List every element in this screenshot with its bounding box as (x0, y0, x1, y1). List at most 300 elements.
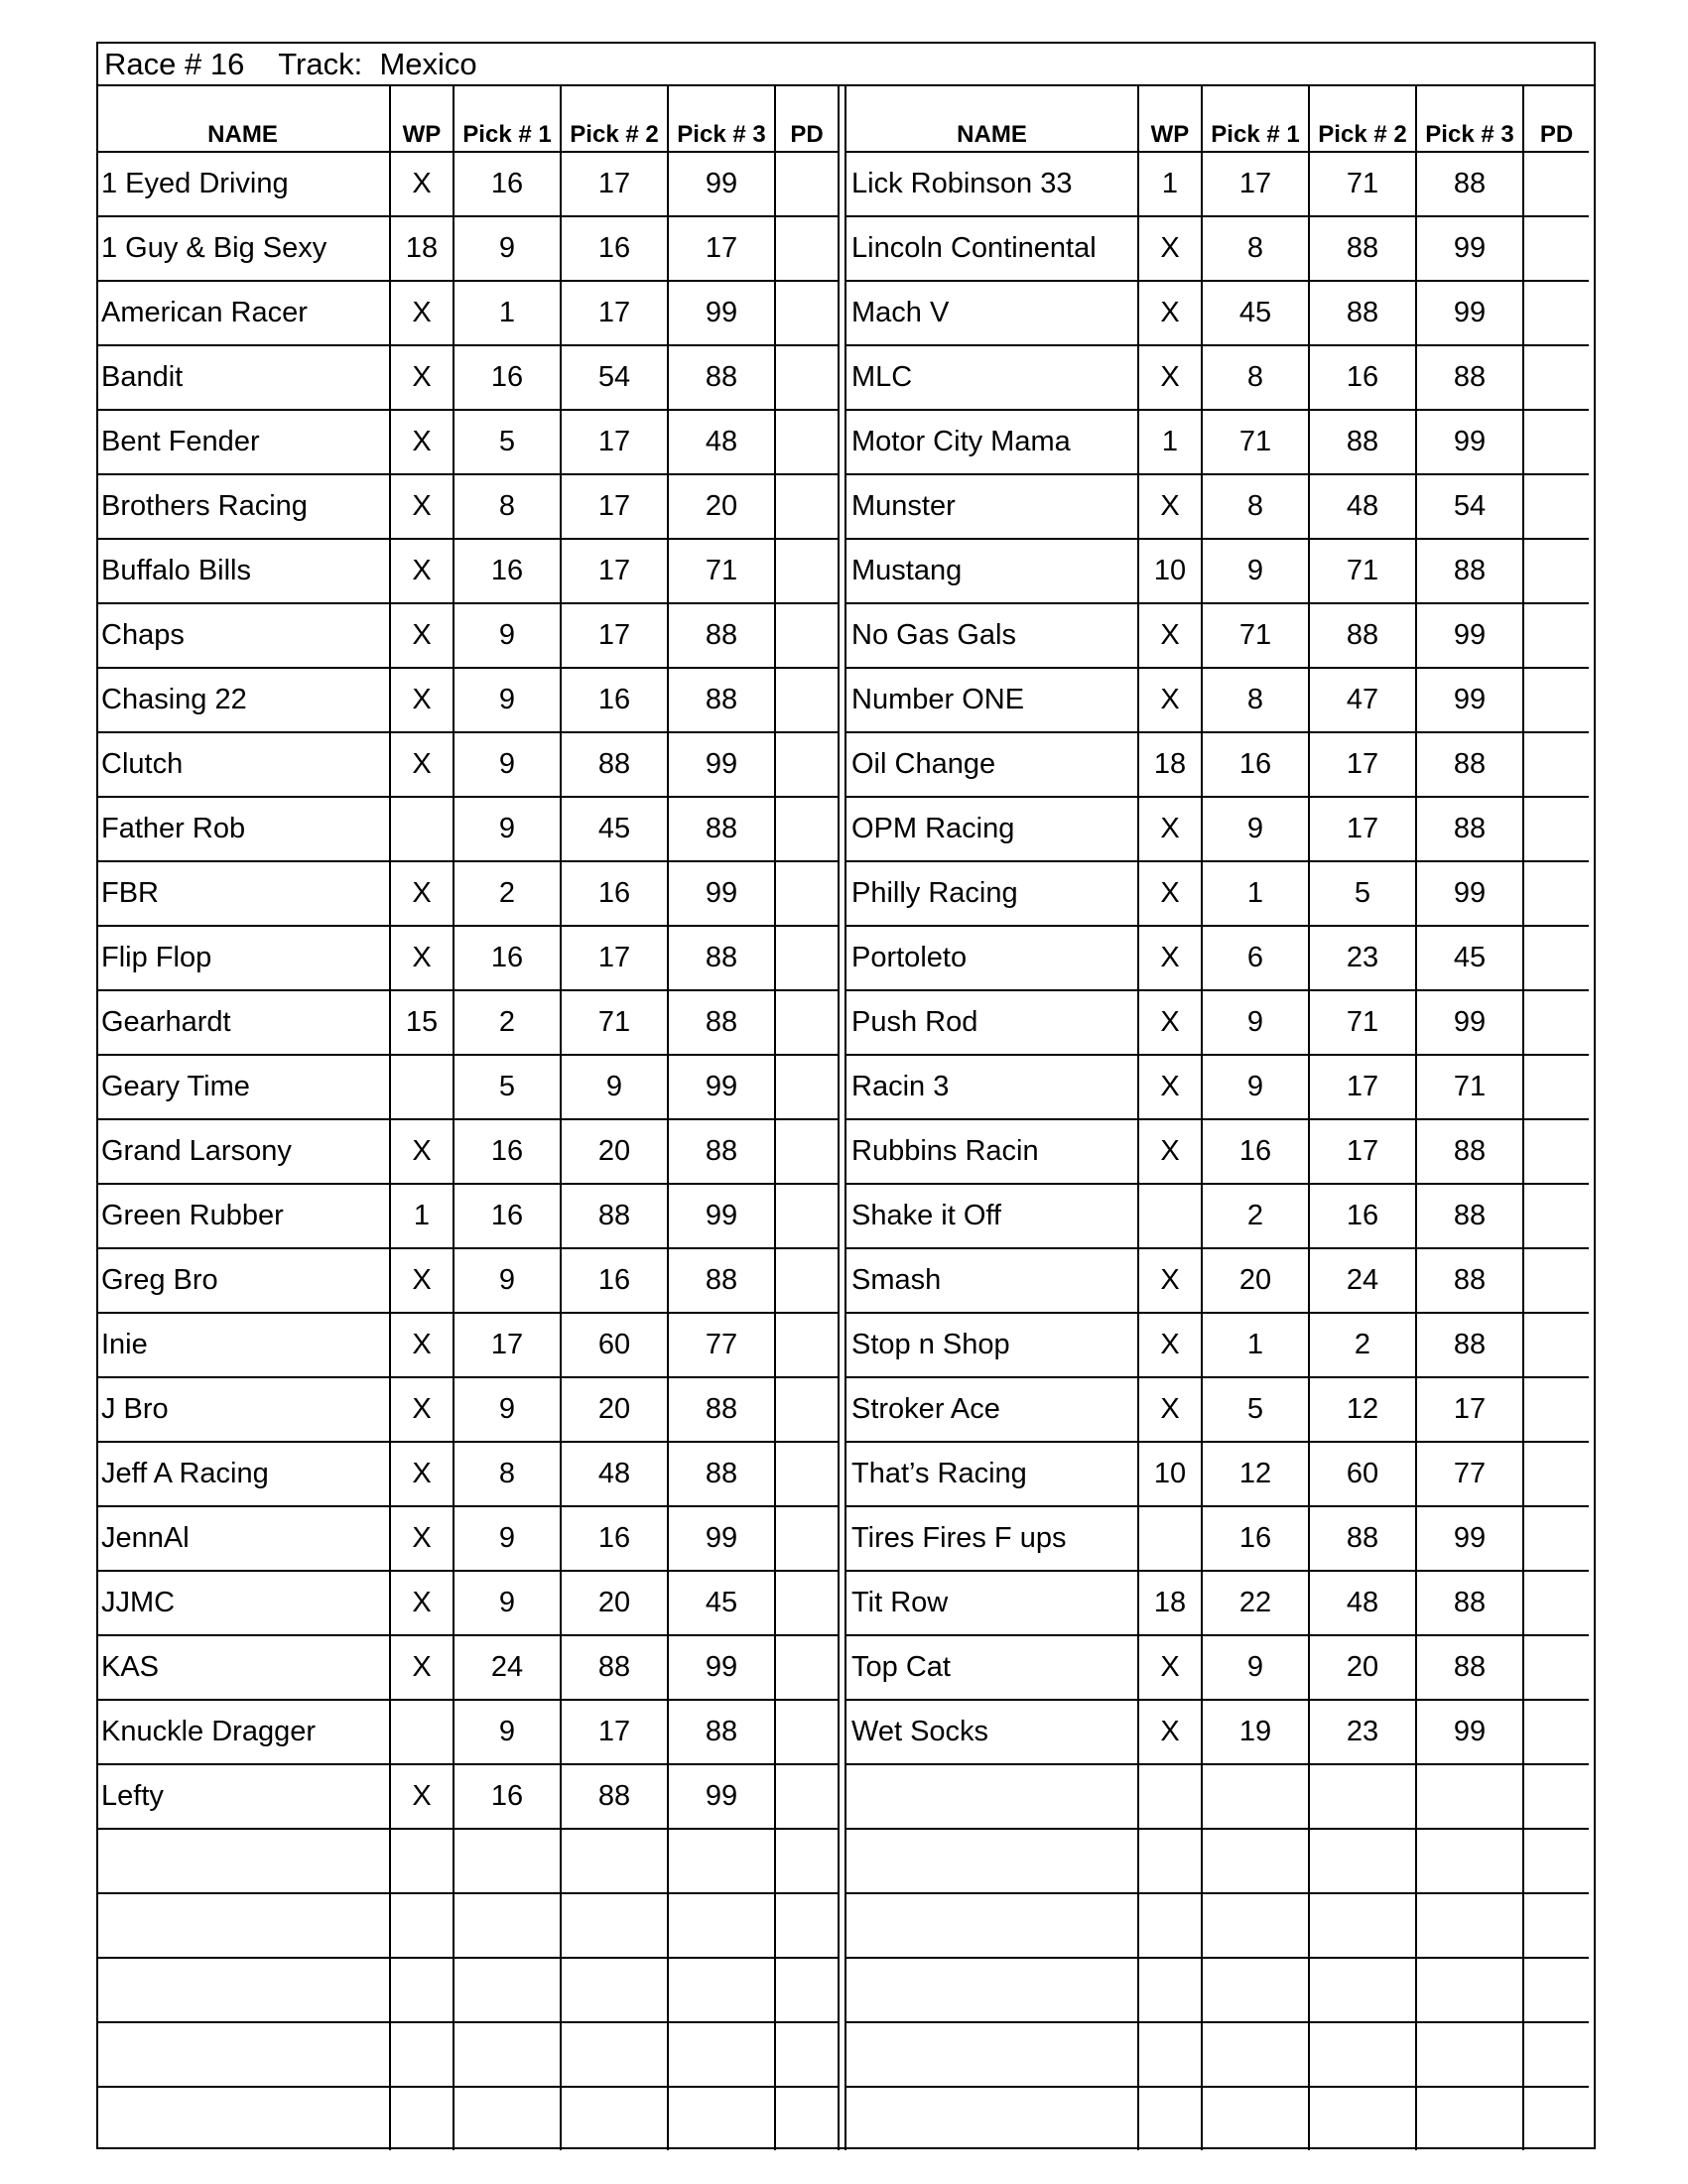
pick1-cell: 8 (1202, 668, 1309, 732)
pick2-cell: 71 (1309, 152, 1416, 216)
pick1-cell: 71 (1202, 410, 1309, 474)
table-row (845, 668, 1589, 732)
name-cell: Mach V (845, 281, 1138, 345)
race-title-row (98, 44, 1594, 86)
pick3-cell: 88 (1416, 1313, 1523, 1377)
pick3-cell: 88 (1416, 732, 1523, 797)
pd-cell (1523, 926, 1589, 990)
table-row (845, 1571, 1589, 1635)
pick1-cell: 9 (454, 1700, 561, 1764)
table-row (845, 603, 1589, 668)
pick2-cell: 17 (561, 410, 668, 474)
wp-cell (1138, 2087, 1202, 2150)
pick2-cell (561, 1829, 668, 1893)
pd-cell (775, 1248, 839, 1313)
name-cell: Oil Change (845, 732, 1138, 797)
pick3-header: Pick # 3 (668, 86, 775, 152)
name-cell: Smash (845, 1248, 1138, 1313)
wp-cell (1138, 1184, 1202, 1248)
pick1-cell: 2 (454, 861, 561, 926)
pd-cell (1523, 2087, 1589, 2150)
wp-cell: X (390, 1377, 454, 1442)
pd-cell (775, 1506, 839, 1571)
pick3-cell: 71 (668, 539, 775, 603)
pd-cell (775, 1764, 839, 1829)
name-cell: Knuckle Dragger (96, 1700, 390, 1764)
table-row (96, 797, 839, 861)
wp-cell: 10 (1138, 1442, 1202, 1506)
pick2-cell: 48 (561, 1442, 668, 1506)
pick3-cell: 88 (1416, 1635, 1523, 1700)
pick2-cell (561, 2087, 668, 2150)
pick3-cell (668, 1829, 775, 1893)
pick3-cell: 71 (1416, 1055, 1523, 1119)
pick2-cell: 88 (1309, 603, 1416, 668)
pd-cell (1523, 1571, 1589, 1635)
name-cell: Brothers Racing (96, 474, 390, 539)
pick2-cell: 16 (561, 216, 668, 281)
pick3-cell: 20 (668, 474, 775, 539)
table-row (96, 1958, 839, 2022)
pick2-cell: 17 (1309, 732, 1416, 797)
name-cell: KAS (96, 1635, 390, 1700)
wp-cell: X (390, 1313, 454, 1377)
pd-cell (775, 1442, 839, 1506)
pick1-cell: 12 (1202, 1442, 1309, 1506)
name-cell: Grand Larsony (96, 1119, 390, 1184)
pick3-cell (1416, 2087, 1523, 2150)
wp-cell: 15 (390, 990, 454, 1055)
wp-cell: X (1138, 1377, 1202, 1442)
table-row (845, 410, 1589, 474)
name-cell: Father Rob (96, 797, 390, 861)
pick3-cell: 45 (668, 1571, 775, 1635)
pd-cell (1523, 1442, 1589, 1506)
pick3-cell: 88 (1416, 1119, 1523, 1184)
table-row (845, 1119, 1589, 1184)
pick1-cell: 71 (1202, 603, 1309, 668)
race-number: 16 (209, 47, 245, 81)
picks-grid (98, 86, 1594, 2147)
pick3-cell: 99 (1416, 603, 1523, 668)
pick1-cell: 16 (454, 1764, 561, 1829)
table-row (845, 1829, 1589, 1893)
pick3-cell (1416, 1893, 1523, 1958)
wp-cell (390, 1055, 454, 1119)
table-row (845, 1313, 1589, 1377)
name-cell: Greg Bro (96, 1248, 390, 1313)
pd-cell (775, 668, 839, 732)
pick3-cell: 99 (1416, 1700, 1523, 1764)
pick3-cell: 88 (1416, 1184, 1523, 1248)
pd-cell (775, 861, 839, 926)
pick2-cell: 17 (1309, 1119, 1416, 1184)
pick3-cell: 88 (1416, 1248, 1523, 1313)
pick2-cell (561, 2022, 668, 2087)
wp-cell: X (390, 281, 454, 345)
table-row (845, 1055, 1589, 1119)
wp-cell: X (1138, 1119, 1202, 1184)
picks-table-right (844, 86, 1589, 2150)
pd-cell (775, 345, 839, 410)
wp-cell: 18 (390, 216, 454, 281)
pick2-cell: 23 (1309, 1700, 1416, 1764)
table-row (96, 1571, 839, 1635)
table-row (845, 1764, 1589, 1829)
pick3-cell: 88 (668, 1442, 775, 1506)
table-row (96, 1764, 839, 1829)
pick2-cell: 16 (561, 668, 668, 732)
pd-cell (1523, 1764, 1589, 1829)
table-row (96, 861, 839, 926)
pick2-cell: 2 (1309, 1313, 1416, 1377)
table-row (96, 926, 839, 990)
pick3-cell: 54 (1416, 474, 1523, 539)
pd-cell (775, 732, 839, 797)
pd-cell (1523, 603, 1589, 668)
table-row (845, 2087, 1589, 2150)
pick1-cell: 9 (454, 1377, 561, 1442)
pick1-cell: 1 (454, 281, 561, 345)
pick3-cell (668, 1893, 775, 1958)
name-cell: Chasing 22 (96, 668, 390, 732)
table-row (96, 2022, 839, 2087)
wp-cell (390, 1958, 454, 2022)
name-cell: Philly Racing (845, 861, 1138, 926)
wp-cell: 18 (1138, 1571, 1202, 1635)
race-label: Race # (104, 47, 202, 81)
pick2-cell (1309, 2022, 1416, 2087)
wp-cell: X (1138, 797, 1202, 861)
name-cell (845, 1829, 1138, 1893)
pick2-cell: 45 (561, 797, 668, 861)
pick1-cell: 9 (454, 216, 561, 281)
name-cell: Bent Fender (96, 410, 390, 474)
name-cell: Clutch (96, 732, 390, 797)
pick3-cell: 99 (668, 152, 775, 216)
pick2-cell: 20 (561, 1377, 668, 1442)
table-row (845, 2022, 1589, 2087)
wp-cell: X (1138, 1248, 1202, 1313)
pd-cell (1523, 1635, 1589, 1700)
table-row (96, 1700, 839, 1764)
pd-cell (1523, 1958, 1589, 2022)
name-cell: Tires Fires F ups (845, 1506, 1138, 1571)
wp-cell: 1 (390, 1184, 454, 1248)
pick2-cell: 60 (561, 1313, 668, 1377)
pick3-cell: 99 (1416, 668, 1523, 732)
pick1-cell (1202, 2087, 1309, 2150)
pick1-cell: 9 (454, 732, 561, 797)
wp-cell: X (1138, 603, 1202, 668)
name-cell: Lefty (96, 1764, 390, 1829)
pick2-cell: 24 (1309, 1248, 1416, 1313)
name-cell (96, 2087, 390, 2150)
table-row (96, 1119, 839, 1184)
pick2-cell: 5 (1309, 861, 1416, 926)
pick2-cell: 48 (1309, 1571, 1416, 1635)
table-row (96, 603, 839, 668)
table-row (845, 281, 1589, 345)
pd-cell (775, 2087, 839, 2150)
wp-cell: X (390, 1635, 454, 1700)
pick2-cell: 17 (561, 539, 668, 603)
pick1-cell: 16 (454, 152, 561, 216)
pick2-cell: 16 (1309, 1184, 1416, 1248)
pd-cell (1523, 410, 1589, 474)
pick1-cell: 9 (454, 1571, 561, 1635)
pick2-cell: 16 (561, 861, 668, 926)
name-cell (96, 1893, 390, 1958)
pick3-cell: 77 (1416, 1442, 1523, 1506)
table-row (845, 1442, 1589, 1506)
pd-cell (775, 281, 839, 345)
pick3-cell: 88 (668, 668, 775, 732)
table-row (96, 1055, 839, 1119)
pick3-cell: 88 (668, 926, 775, 990)
name-cell: OPM Racing (845, 797, 1138, 861)
pick1-cell: 9 (454, 1506, 561, 1571)
name-cell: FBR (96, 861, 390, 926)
name-cell: No Gas Gals (845, 603, 1138, 668)
pick1-header: Pick # 1 (1202, 86, 1309, 152)
pick2-cell: 71 (1309, 990, 1416, 1055)
wp-cell: X (390, 1119, 454, 1184)
pick3-cell: 17 (668, 216, 775, 281)
name-cell: Racin 3 (845, 1055, 1138, 1119)
pick3-cell: 88 (668, 1248, 775, 1313)
pick2-cell: 88 (561, 1184, 668, 1248)
table-row (96, 732, 839, 797)
name-cell: Rubbins Racin (845, 1119, 1138, 1184)
table-row (845, 1958, 1589, 2022)
name-header: NAME (845, 86, 1138, 152)
wp-cell (390, 2022, 454, 2087)
table-row (845, 1248, 1589, 1313)
pick3-cell: 48 (668, 410, 775, 474)
name-cell: That’s Racing (845, 1442, 1138, 1506)
pd-cell (1523, 1119, 1589, 1184)
name-cell (96, 1829, 390, 1893)
name-cell: Gearhardt (96, 990, 390, 1055)
pick2-cell: 20 (561, 1571, 668, 1635)
pick2-header: Pick # 2 (1309, 86, 1416, 152)
wp-cell: 10 (1138, 539, 1202, 603)
wp-cell: X (390, 1248, 454, 1313)
name-cell: Geary Time (96, 1055, 390, 1119)
pick3-cell: 88 (668, 990, 775, 1055)
pick1-cell: 1 (1202, 861, 1309, 926)
wp-cell: X (1138, 861, 1202, 926)
pd-cell (1523, 668, 1589, 732)
pd-cell (775, 1055, 839, 1119)
wp-cell: X (390, 1442, 454, 1506)
pick3-cell (1416, 1829, 1523, 1893)
track-label: Track: (278, 47, 363, 81)
pick2-cell (561, 1893, 668, 1958)
pd-cell (775, 1635, 839, 1700)
pd-cell (775, 1571, 839, 1635)
pick1-cell: 2 (454, 990, 561, 1055)
pd-cell (1523, 1313, 1589, 1377)
pick1-cell (1202, 2022, 1309, 2087)
pd-cell (775, 603, 839, 668)
pick1-cell: 45 (1202, 281, 1309, 345)
wp-cell: X (1138, 474, 1202, 539)
pd-cell (1523, 1700, 1589, 1764)
pd-cell (775, 1893, 839, 1958)
pd-cell (1523, 1506, 1589, 1571)
pd-cell (1523, 1377, 1589, 1442)
pick3-cell: 99 (1416, 281, 1523, 345)
wp-cell: X (390, 474, 454, 539)
pd-cell (775, 539, 839, 603)
pd-cell (1523, 1893, 1589, 1958)
wp-cell: X (1138, 345, 1202, 410)
name-cell: Buffalo Bills (96, 539, 390, 603)
table-row (96, 1506, 839, 1571)
table-row (845, 474, 1589, 539)
pick3-cell: 99 (668, 1635, 775, 1700)
pick2-cell: 17 (561, 281, 668, 345)
pick1-cell (1202, 1829, 1309, 1893)
pick3-cell: 88 (668, 797, 775, 861)
name-cell: MLC (845, 345, 1138, 410)
wp-cell: 1 (1138, 410, 1202, 474)
table-row (845, 1506, 1589, 1571)
name-header: NAME (96, 86, 390, 152)
pd-cell (1523, 1055, 1589, 1119)
pd-cell (1523, 990, 1589, 1055)
pick3-cell: 88 (668, 345, 775, 410)
pd-cell (1523, 345, 1589, 410)
pick3-cell: 99 (668, 1055, 775, 1119)
name-cell: Green Rubber (96, 1184, 390, 1248)
pick1-cell: 2 (1202, 1184, 1309, 1248)
pick3-cell (1416, 1958, 1523, 2022)
pick3-cell: 45 (1416, 926, 1523, 990)
name-cell: Flip Flop (96, 926, 390, 990)
pd-cell (1523, 216, 1589, 281)
name-cell: Motor City Mama (845, 410, 1138, 474)
pick1-cell: 9 (1202, 797, 1309, 861)
pick1-cell (1202, 1958, 1309, 2022)
pick1-cell (454, 1958, 561, 2022)
pick3-header: Pick # 3 (1416, 86, 1523, 152)
pick3-cell (668, 1958, 775, 2022)
pd-cell (1523, 1829, 1589, 1893)
pick2-cell: 12 (1309, 1377, 1416, 1442)
pick1-cell: 9 (454, 1248, 561, 1313)
wp-cell: X (390, 603, 454, 668)
pick3-cell: 88 (1416, 152, 1523, 216)
pick1-header: Pick # 1 (454, 86, 561, 152)
pick1-cell: 17 (1202, 152, 1309, 216)
pick2-cell (1309, 1829, 1416, 1893)
wp-cell (1138, 1829, 1202, 1893)
wp-cell: X (390, 410, 454, 474)
pick2-cell: 47 (1309, 668, 1416, 732)
wp-cell: X (390, 539, 454, 603)
name-cell: Shake it Off (845, 1184, 1138, 1248)
wp-cell: X (390, 1506, 454, 1571)
wp-cell: X (1138, 216, 1202, 281)
name-cell: Bandit (96, 345, 390, 410)
pd-cell (775, 797, 839, 861)
pick1-cell: 5 (1202, 1377, 1309, 1442)
name-cell: 1 Guy & Big Sexy (96, 216, 390, 281)
pick3-cell (668, 2087, 775, 2150)
track-name: Mexico (379, 47, 477, 81)
wp-cell: X (390, 1571, 454, 1635)
pd-cell (775, 152, 839, 216)
pick1-cell: 9 (1202, 990, 1309, 1055)
table-row (845, 216, 1589, 281)
wp-cell: X (390, 861, 454, 926)
name-cell: American Racer (96, 281, 390, 345)
name-cell: Mustang (845, 539, 1138, 603)
table-row (96, 1635, 839, 1700)
pick1-cell: 17 (454, 1313, 561, 1377)
wp-cell (1138, 1764, 1202, 1829)
pick2-cell: 20 (1309, 1635, 1416, 1700)
name-cell (845, 1893, 1138, 1958)
pick1-cell: 6 (1202, 926, 1309, 990)
pick3-cell: 88 (1416, 345, 1523, 410)
pick1-cell (454, 2022, 561, 2087)
pick1-cell: 16 (1202, 1506, 1309, 1571)
wp-cell: X (390, 345, 454, 410)
pick3-cell: 99 (1416, 1506, 1523, 1571)
pick2-header: Pick # 2 (561, 86, 668, 152)
pick3-cell: 99 (1416, 861, 1523, 926)
wp-cell (1138, 2022, 1202, 2087)
pick2-cell: 88 (1309, 216, 1416, 281)
name-cell (96, 2022, 390, 2087)
wp-cell: X (390, 926, 454, 990)
pick3-cell: 99 (1416, 216, 1523, 281)
pd-cell (775, 1958, 839, 2022)
name-cell: Jeff A Racing (96, 1442, 390, 1506)
pd-cell (775, 474, 839, 539)
pd-cell (1523, 732, 1589, 797)
wp-cell: X (1138, 926, 1202, 990)
pick1-cell: 22 (1202, 1571, 1309, 1635)
table-row (845, 345, 1589, 410)
pick3-cell: 99 (668, 1764, 775, 1829)
pick2-cell (1309, 1958, 1416, 2022)
wp-cell (390, 1893, 454, 1958)
table-row (845, 926, 1589, 990)
pick2-cell: 17 (561, 474, 668, 539)
pick1-cell: 16 (1202, 732, 1309, 797)
header-row (96, 86, 839, 152)
wp-cell: X (1138, 1313, 1202, 1377)
pick2-cell: 71 (1309, 539, 1416, 603)
pick1-cell: 9 (454, 603, 561, 668)
pick1-cell: 5 (454, 410, 561, 474)
table-row (96, 1893, 839, 1958)
pick2-cell (1309, 2087, 1416, 2150)
pick1-cell: 8 (454, 1442, 561, 1506)
table-row (845, 861, 1589, 926)
pd-cell (775, 216, 839, 281)
pick2-cell: 54 (561, 345, 668, 410)
pick2-cell: 48 (1309, 474, 1416, 539)
pick1-cell: 16 (454, 926, 561, 990)
picks-table-left (96, 86, 840, 2150)
name-cell (845, 2087, 1138, 2150)
